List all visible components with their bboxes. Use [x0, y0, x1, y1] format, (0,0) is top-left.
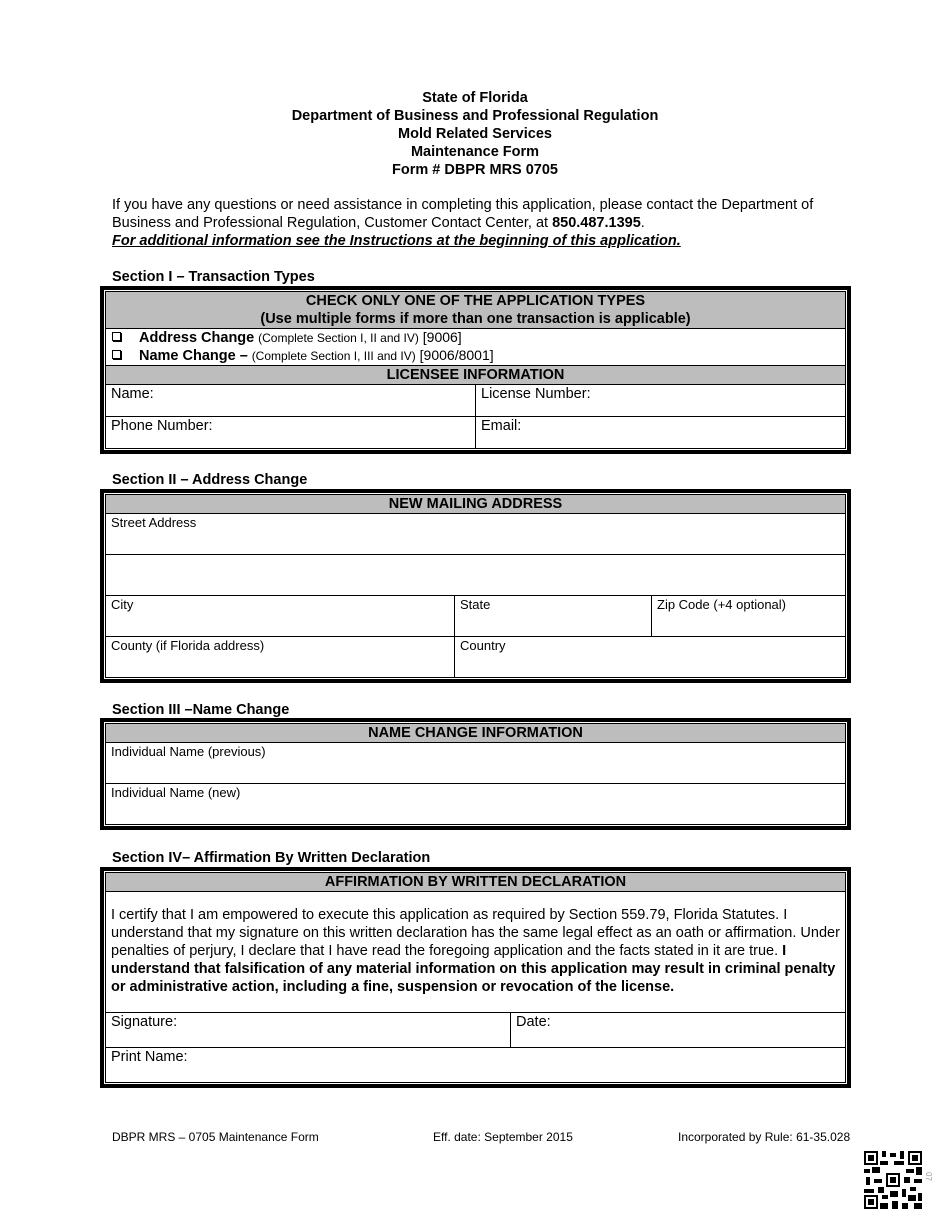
section2-title: Section II – Address Change [112, 472, 308, 488]
mailing-address-header: NEW MAILING ADDRESS [106, 495, 845, 514]
zip-code-field[interactable]: Zip Code (+4 optional) [651, 596, 845, 636]
city-field[interactable]: City [111, 597, 134, 612]
footer-effective-date: Eff. date: September 2015 [433, 1130, 573, 1144]
header-program: Mold Related Services [398, 126, 552, 142]
section4-box [100, 867, 851, 1088]
header-form-number: Form # DBPR MRS 0705 [392, 162, 558, 178]
header-state: State of Florida [422, 90, 528, 106]
affirmation-statement: I certify that I am empowered to execute this application as required by Section 559.79, Florida Statutes. I understand that my signature on this written declaration has the same legal effect as an oath or affirmation. Under penalties of perjury, I declare that I have read the foregoing application and the facts stated in it are true. I understand that falsification of any material information on this application may result in criminal penalty or administrative action, including a fine, suspension or revocation of the license. [106, 892, 845, 1013]
intro-paragraph: If you have any questions or need assistance in completing this application, please contact the Department of Business and Professional Regulation, Customer Contact Center, at 850.487.1395. For additional information see the Instructions at the beginning of this application. [112, 197, 814, 249]
footer-form-name: DBPR MRS – 0705 Maintenance Form [112, 1130, 319, 1144]
name-change-checkbox[interactable] [112, 350, 121, 359]
section3-box [100, 718, 851, 830]
name-change-header: NAME CHANGE INFORMATION [106, 724, 845, 743]
section1-title: Section I – Transaction Types [112, 269, 315, 285]
section2-box [100, 489, 851, 683]
licensee-name-field[interactable]: Name: [111, 386, 154, 402]
contact-phone: 850.487.1395 [552, 215, 641, 231]
street-address-field[interactable]: Street Address [111, 515, 197, 530]
previous-name-field[interactable]: Individual Name (previous) [111, 744, 266, 759]
option-name-change[interactable]: Name Change – (Complete Section I, III and IV) [9006/8001] [106, 347, 845, 366]
address-change-checkbox[interactable] [112, 332, 121, 341]
qr-code-icon [864, 1151, 922, 1209]
signature-field[interactable]: Signature: [111, 1014, 178, 1030]
section1-box [100, 286, 851, 454]
affirmation-header: AFFIRMATION BY WRITTEN DECLARATION [106, 873, 845, 892]
section3-title: Section III –Name Change [112, 702, 290, 718]
section1-header: CHECK ONLY ONE OF THE APPLICATION TYPES (Use multiple forms if more than one transaction is applicable) [106, 292, 845, 329]
header-department: Department of Business and Professional Regulation [291, 108, 659, 124]
header-form-type: Maintenance Form [410, 144, 540, 160]
street-address-line2-field[interactable] [106, 555, 845, 595]
licensee-info-header: LICENSEE INFORMATION [106, 366, 845, 385]
phone-number-field[interactable]: Phone Number: [111, 418, 213, 434]
license-number-field[interactable]: License Number: [475, 385, 845, 416]
print-name-field[interactable]: Print Name: [111, 1049, 188, 1065]
section4-title: Section IV– Affirmation By Written Declaration [112, 850, 431, 866]
form-header [0, 89, 950, 179]
vertical-code: 07 [924, 1172, 933, 1181]
state-field[interactable]: State [454, 596, 651, 636]
footer-rule: Incorporated by Rule: 61-35.028 [678, 1130, 851, 1144]
new-name-field[interactable]: Individual Name (new) [111, 785, 241, 800]
country-field[interactable]: Country [454, 637, 845, 677]
intro-text: If you have any questions or need assistance in completing this application, please contact the Department of Business and Professional Regulation, Customer Contact Center, at [112, 197, 814, 231]
county-field[interactable]: County (if Florida address) [111, 638, 265, 653]
email-field[interactable]: Email: [475, 417, 845, 448]
option-address-change[interactable]: Address Change (Complete Section I, II and IV) [9006] [106, 329, 845, 347]
instructions-note: For additional information see the Instructions at the beginning of this application. [112, 233, 681, 249]
date-field[interactable]: Date: [510, 1013, 845, 1047]
